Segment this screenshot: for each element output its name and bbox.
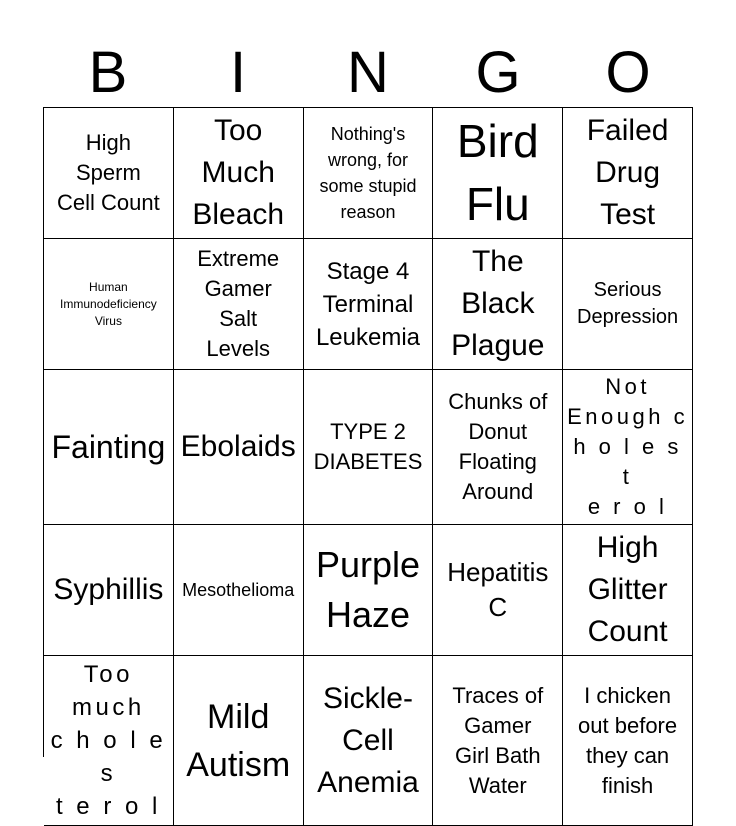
cell-text: TYPE 2 DIABETES — [313, 419, 423, 474]
cell-text: Fainting — [51, 428, 166, 465]
bingo-cell[interactable] — [44, 656, 174, 826]
cell-text: Mesothelioma — [182, 580, 295, 600]
bingo-cell[interactable] — [563, 370, 693, 525]
bingo-cell[interactable] — [563, 239, 693, 370]
bingo-cell[interactable] — [44, 108, 174, 239]
bingo-cell[interactable] — [433, 525, 563, 656]
cell-text: Chunks of Donut Floating Around — [448, 389, 548, 504]
cell-text: I chicken out before they can finish — [578, 682, 678, 798]
bingo-cell[interactable] — [433, 656, 563, 826]
bingo-card-grid — [43, 107, 693, 820]
header-letter-i: I — [229, 40, 247, 105]
cell-text: Nothing's wrong, for some stupid reason — [319, 124, 417, 222]
bingo-cell[interactable] — [44, 525, 174, 656]
cell-text: Not Enough c h o l e s t e r o l — [567, 374, 689, 519]
bingo-cell[interactable] — [433, 370, 563, 525]
bingo-cell[interactable] — [304, 656, 434, 826]
bingo-cell[interactable] — [174, 525, 304, 656]
bingo-cell[interactable] — [304, 108, 434, 239]
cell-text: Too Much Bleach — [192, 114, 285, 231]
header-letter-n: N — [347, 40, 389, 105]
bingo-cell[interactable] — [304, 239, 434, 370]
cell-text: Ebolaids — [180, 430, 296, 463]
cell-text: Syphillis — [53, 573, 164, 606]
bingo-cell[interactable] — [174, 108, 304, 239]
header-letter-g: G — [475, 40, 521, 105]
bingo-cell[interactable] — [563, 108, 693, 239]
bingo-cell[interactable] — [304, 370, 434, 525]
bingo-header — [43, 40, 693, 106]
cell-text: Human Immunodeficiency Virus — [60, 279, 157, 328]
cell-text: Too much c h o l e s t e r o l — [50, 661, 167, 820]
cell-text: Sickle- Cell Anemia — [317, 681, 419, 799]
cell-text: Bird Flu — [456, 115, 539, 230]
bingo-cell[interactable] — [174, 656, 304, 826]
bingo-cell[interactable] — [433, 239, 563, 370]
bingo-cell[interactable] — [44, 239, 174, 370]
bingo-cell[interactable] — [174, 370, 304, 525]
bingo-cell[interactable] — [174, 239, 304, 370]
header-letter-b: B — [88, 40, 128, 105]
cell-text: Hepatitis C — [447, 557, 549, 622]
cell-text: Purple Haze — [315, 544, 421, 635]
cell-text: Stage 4 Terminal Leukemia — [315, 257, 421, 351]
header-letter-o: O — [605, 40, 651, 105]
bingo-cell[interactable] — [304, 525, 434, 656]
bingo-cell[interactable] — [433, 108, 563, 239]
cell-text: High Sperm Cell Count — [57, 130, 160, 215]
bingo-cell[interactable] — [563, 525, 693, 656]
cell-text: Mild Autism — [186, 697, 291, 784]
cell-text: The Black Plague — [451, 245, 545, 362]
cell-text: Traces of Gamer Girl Bath Water — [452, 682, 544, 798]
cell-text: Serious Depression — [577, 279, 679, 328]
cell-text: Failed Drug Test — [586, 114, 669, 231]
bingo-cell[interactable] — [44, 370, 174, 525]
cell-text: Extreme Gamer Salt Levels — [197, 246, 280, 361]
bingo-cell[interactable] — [563, 656, 693, 826]
cell-text: High Glitter Count — [587, 531, 668, 648]
